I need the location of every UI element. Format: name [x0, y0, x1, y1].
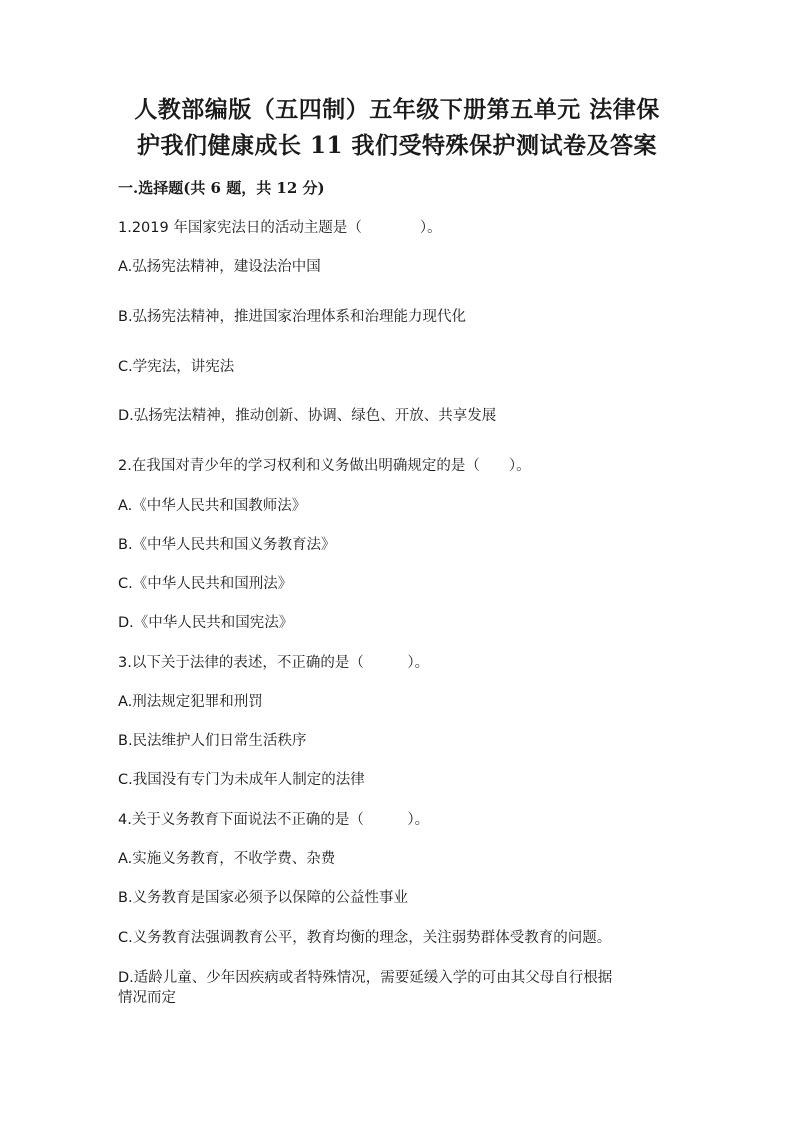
question-3-stem: 3.以下关于法律的表述，不正确的是（ ）。: [118, 655, 430, 671]
question-2-option-c: C.《中华人民共和国刑法》: [118, 576, 293, 592]
question-4-stem: 4.关于义务教育下面说法不正确的是（ ）。: [118, 812, 430, 828]
question-4-option-b: B.义务教育是国家必须予以保障的公益性事业: [118, 890, 409, 906]
question-3-option-a: A.刑法规定犯罪和刑罚: [118, 694, 263, 710]
question-4-option-a: A.实施义务教育，不收学费、杂费: [118, 851, 336, 867]
question-3-option-c: C.我国没有专门为未成年人制定的法律: [118, 772, 365, 788]
title-line-1: 人教部编版（五四制）五年级下册第五单元 法律保: [134, 96, 660, 123]
question-2-option-a: A.《中华人民共和国教师法》: [118, 498, 307, 514]
question-2-stem: 2.在我国对青少年的学习权利和义务做出明确规定的是（ ）。: [118, 458, 531, 474]
question-3-option-b: B.民法维护人们日常生活秩序: [118, 733, 307, 749]
question-1-option-c: C.学宪法，讲宪法: [118, 359, 235, 375]
question-4-option-d: D.适龄儿童、少年因疾病或者特殊情况，需要延缓入学的可由其父母自行根据: [118, 970, 613, 986]
question-1-stem: 1.2019 年国家宪法日的活动主题是（ ）。: [118, 220, 442, 236]
question-1-option-d: D.弘扬宪法精神，推动创新、协调、绿色、开放、共享发展: [118, 408, 497, 424]
question-2-option-b: B.《中华人民共和国义务教育法》: [118, 537, 336, 553]
question-2-option-d: D.《中华人民共和国宪法》: [118, 615, 294, 631]
section-heading: 一.选择题(共 6 题，共 12 分): [118, 179, 325, 197]
title-line-2: 护我们健康成长 11 我们受特殊保护测试卷及答案: [136, 132, 658, 159]
document-title: [100, 92, 694, 164]
question-1-option-a: A.弘扬宪法精神，建设法治中国: [118, 259, 321, 275]
question-1-option-b: B.弘扬宪法精神，推进国家治理体系和治理能力现代化: [118, 309, 467, 325]
question-4-option-c: C.义务教育法强调教育公平，教育均衡的理念，关注弱势群体受教育的问题。: [118, 930, 612, 946]
question-4-option-d-continued: 情况而定: [118, 990, 176, 1006]
